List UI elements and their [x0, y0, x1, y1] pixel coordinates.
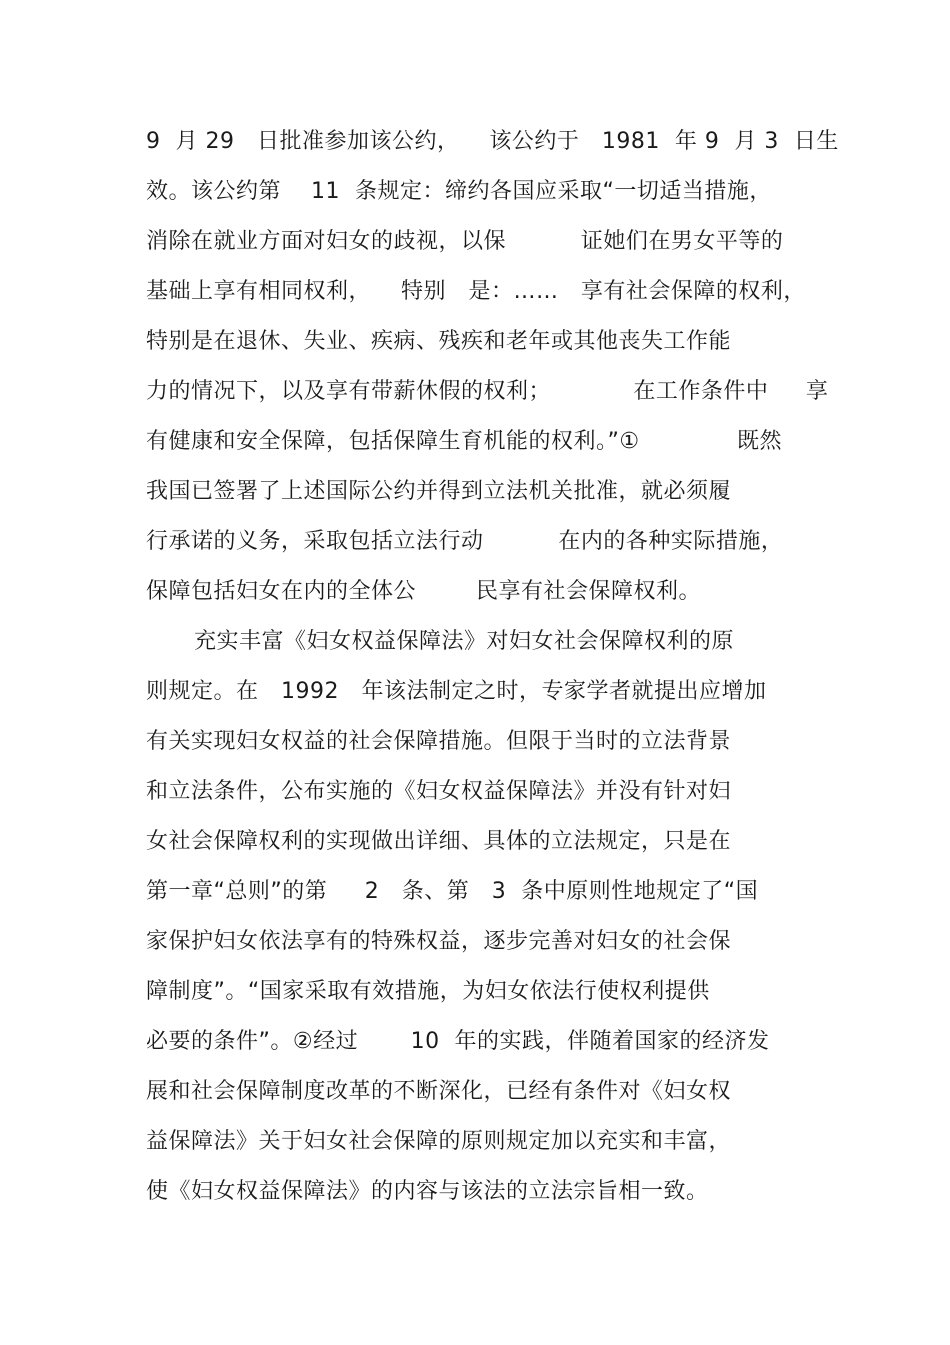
text-line: 第一章“总则”的第 2 条、第 3 条中原则性地规定了“国	[146, 879, 759, 904]
text-line: 展和社会保障制度改革的不断深化，已经有条件对《妇女权	[146, 1079, 732, 1104]
text-line: 使《妇女权益保障法》的内容与该法的立法宗旨相一致。	[146, 1179, 709, 1204]
text-line: 有关实现妇女权益的社会保障措施。但限于当时的立法背景	[146, 729, 732, 754]
text-line: 障制度”。“国家采取有效措施，为妇女依法行使权利提供	[146, 979, 710, 1004]
text-line: 和立法条件，公布实施的《妇女权益保障法》并没有针对妇	[146, 779, 732, 804]
text-line: 保障包括妇女在内的全体公 民享有社会保障权利。	[146, 579, 701, 604]
text-line: 女社会保障权利的实现做出详细、具体的立法规定，只是在	[146, 829, 732, 854]
text-line: 特别是在退休、失业、疾病、残疾和老年或其他丧失工作能	[146, 329, 732, 354]
text-line: 益保障法》关于妇女社会保障的原则规定加以充实和丰富，	[146, 1129, 732, 1154]
text-line: 力的情况下，以及享有带薪休假的权利； 在工作条件中 享	[146, 379, 829, 404]
text-line: 则规定。在 1992 年该法制定之时，专家学者就提出应增加	[146, 679, 767, 704]
paragraph-first-line: 充实丰富《妇女权益保障法》对妇女社会保障权利的原	[194, 629, 735, 654]
text-line: 我国已签署了上述国际公约并得到立法机关批准，就必须履	[146, 479, 732, 504]
text-line: 必要的条件”。②经过 10 年的实践，伴随着国家的经济发	[146, 1029, 770, 1054]
text-line: 行承诺的义务，采取包括立法行动 在内的各种实际措施，	[146, 529, 784, 554]
text-line: 有健康和安全保障，包括保障生育机能的权利。”① 既然	[146, 429, 783, 454]
text-line: 基础上享有相同权利， 特别 是：…… 享有社会保障的权利，	[146, 279, 806, 304]
text-line: 消除在就业方面对妇女的歧视，以保 证她们在男女平等的	[146, 229, 784, 254]
text-line: 家保护妇女依法享有的特殊权益，逐步完善对妇女的社会保	[146, 929, 732, 954]
text-line: 效。该公约第 11 条规定：缔约各国应采取“一切适当措施，	[146, 179, 772, 204]
text-line: 9 月 29 日批准参加该公约， 该公约于 1981 年 9 月 3 日生	[146, 129, 839, 154]
